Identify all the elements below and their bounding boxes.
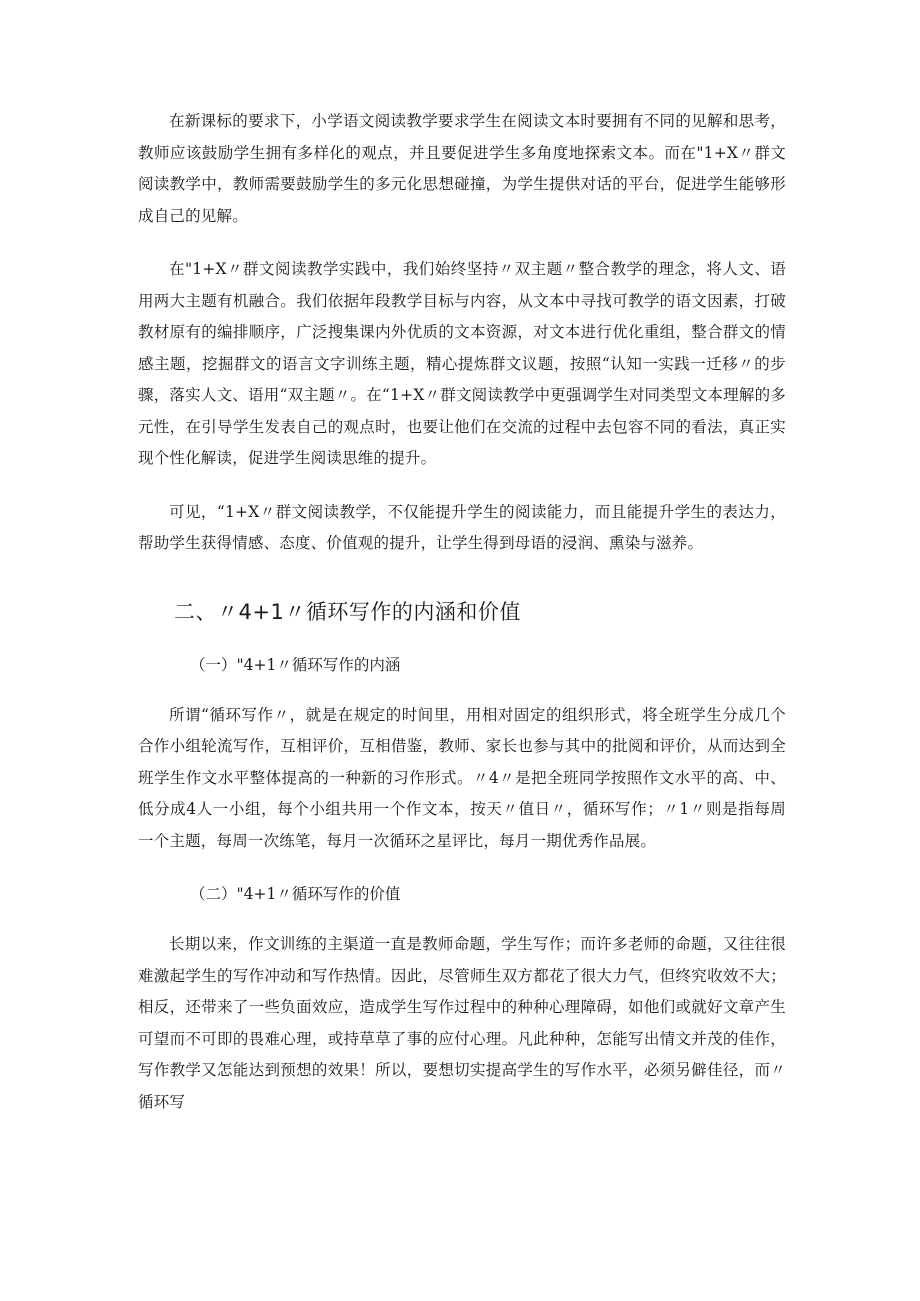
paragraph-2: 在"1+X〃群文阅读教学实践中，我们始终坚持〃双主题〃整合教学的理念，将人文、语用两大主题有机融合。我们依据年段教学目标与内容，从文本中寻找可教学的语文因素，打破教材原有的编排顺序，广泛搜集课内外优质的文本资源，对文本进行优化重组，整合群文的情感主题，挖掘群文的语言文字训练主题，精心提炼群文议题，按照“认知一实践一迁移〃的步骤，落实人文、语用“双主题〃。在“1+X〃群文阅读教学中更强调学生对同类型文本理解的多元性，在引导学生发表自己的观点时，也要让他们在交流的过程中去包容不同的看法，真正实现个性化解读，促进学生阅读思维的提升。 xyxy=(138,260,786,467)
paragraph-1: 在新课标的要求下，小学语文阅读教学要求学生在阅读文本时要拥有不同的见解和思考，教师应该鼓励学生拥有多样化的观点，并且要促进学生多角度地探索文本。而在"1+X〃群文阅读教学中，教师需要鼓励学生的多元化思想碰撞，为学生提供对话的平台，促进学生能够形成自己的见解。 xyxy=(138,112,786,225)
section-heading: 二、〃4+1〃循环写作的内涵和价值 xyxy=(174,599,521,624)
subsection-1-paragraph: 所谓“循环写作〃，就是在规定的时间里，用相对固定的组织形式，将全班学生分成几个合作小组轮流写作，互相评价，互相借鉴，教师、家长也参与其中的批阅和评价，从而达到全班学生作文水平整体提高的一种新的习作形式。〃4〃是把全班同学按照作文水平的高、中、低分成4人一小组，每个小组共用一个作文本，按天〃值日〃，循环写作；〃1〃则是指每周一个主题，每周一次练笔，每月一次循环之星评比，每月一期优秀作品展。 xyxy=(138,705,786,850)
subsection-1-heading: （一）"4+1〃循环写作的内涵 xyxy=(190,655,401,674)
subsection-2-heading: （二）"4+1〃循环写作的价值 xyxy=(190,885,401,903)
document-page xyxy=(138,106,786,1118)
subsection-2-paragraph: 长期以来，作文训练的主渠道一直是教师命题，学生写作；而许多老师的命题，又往往很难激起学生的写作冲动和写作热情。因此，尽管师生双方都花了很大力气，但终究收效不大；相反，还带来了一些负面效应，造成学生写作过程中的种种心理障碍，如他们或就好文章产生可望而不可即的畏难心理，或持草草了事的应付心理。凡此种种，怎能写出情文并茂的佳作，写作教学又怎能达到预想的效果！所以，要想切实提高学生的写作水平，必须另僻佳径，而〃循环写 xyxy=(138,935,786,1111)
paragraph-3: 可见，“1+X〃群文阅读教学，不仅能提升学生的阅读能力，而且能提升学生的表达力，帮助学生获得情感、态度、价值观的提升，让学生得到母语的浸润、熏染与滋养。 xyxy=(138,502,786,552)
